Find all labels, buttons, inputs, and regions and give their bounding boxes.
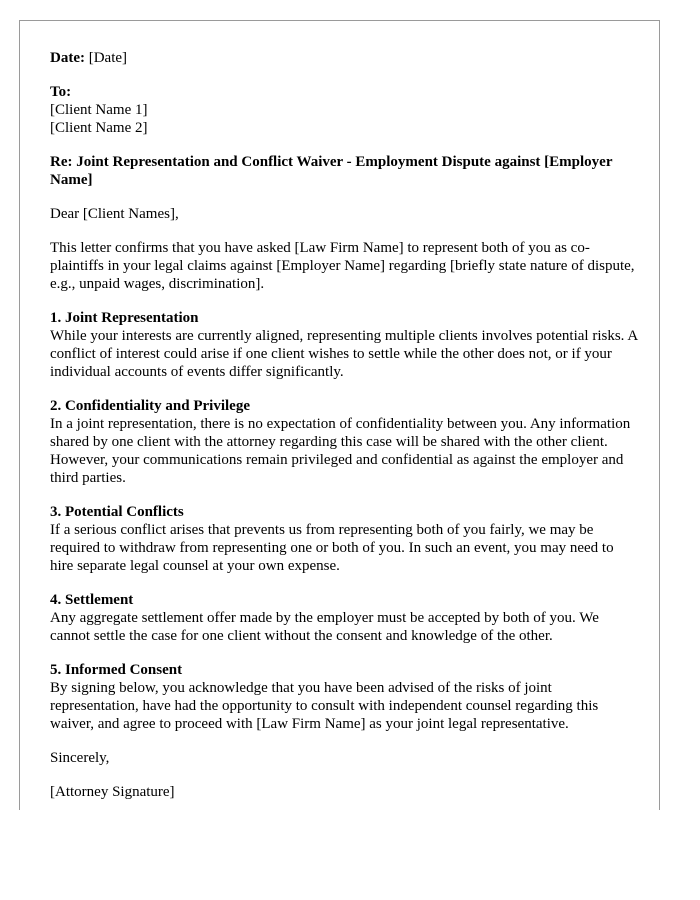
section-heading-joint-representation: 1. Joint Representation (50, 310, 199, 326)
to-label: To: (50, 84, 72, 100)
section-heading-settlement: 4. Settlement (50, 592, 134, 608)
intro-paragraph: This letter confirms that you have asked [Law Firm Name] to represent both of you as co-plaintiffs in your legal claims against [Employer Name] regarding [briefly state nature of dispute, e.g., unpaid wages, discrimination]. (50, 240, 635, 292)
subject-line: Re: Joint Representation and Conflict Waiver - Employment Dispute against [Employer Name] (50, 154, 613, 188)
section-body-confidentiality: In a joint representation, there is no expectation of confidentiality between you. Any information shared by one client with the attorney regarding this case will be shared with the other client. However, your communications remain privileged and confidential as against the employer and third parties. (50, 416, 631, 486)
date-value: [Date] (88, 50, 128, 66)
date-line (50, 49, 640, 67)
letter-page (19, 20, 660, 810)
section-heading-confidentiality: 2. Confidentiality and Privilege (50, 398, 250, 414)
section-heading-informed-consent: 5. Informed Consent (50, 662, 183, 678)
signature: [Attorney Signature] (50, 784, 175, 800)
section-body-potential-conflicts: If a serious conflict arises that prevents us from representing both of you fairly, we may be required to withdraw from representing one or both of you. In such an event, you may need to hire separate legal counsel at your own expense. (50, 522, 614, 574)
section-body-joint-representation: While your interests are currently aligned, representing multiple clients involves potential risks. A conflict of interest could arise if one client wishes to settle while the other does not, or if your individual accounts of events differ significantly. (50, 328, 638, 380)
letter-content (50, 49, 640, 801)
date-label: Date: (50, 50, 85, 66)
recipient-2: [Client Name 2] (50, 120, 148, 136)
closing: Sincerely, (50, 750, 110, 766)
section-body-settlement: Any aggregate settlement offer made by the employer must be accepted by both of you. We cannot settle the case for one client without the consent and knowledge of the other. (50, 610, 599, 644)
section-body-informed-consent: By signing below, you acknowledge that you have been advised of the risks of joint representation, have had the opportunity to consult with independent counsel regarding this waiver, and agree to proceed with [Law Firm Name] as your joint legal representative. (50, 680, 599, 732)
section-heading-potential-conflicts: 3. Potential Conflicts (50, 504, 184, 520)
salutation: Dear [Client Names], (50, 206, 179, 222)
recipient-1: [Client Name 1] (50, 102, 148, 118)
